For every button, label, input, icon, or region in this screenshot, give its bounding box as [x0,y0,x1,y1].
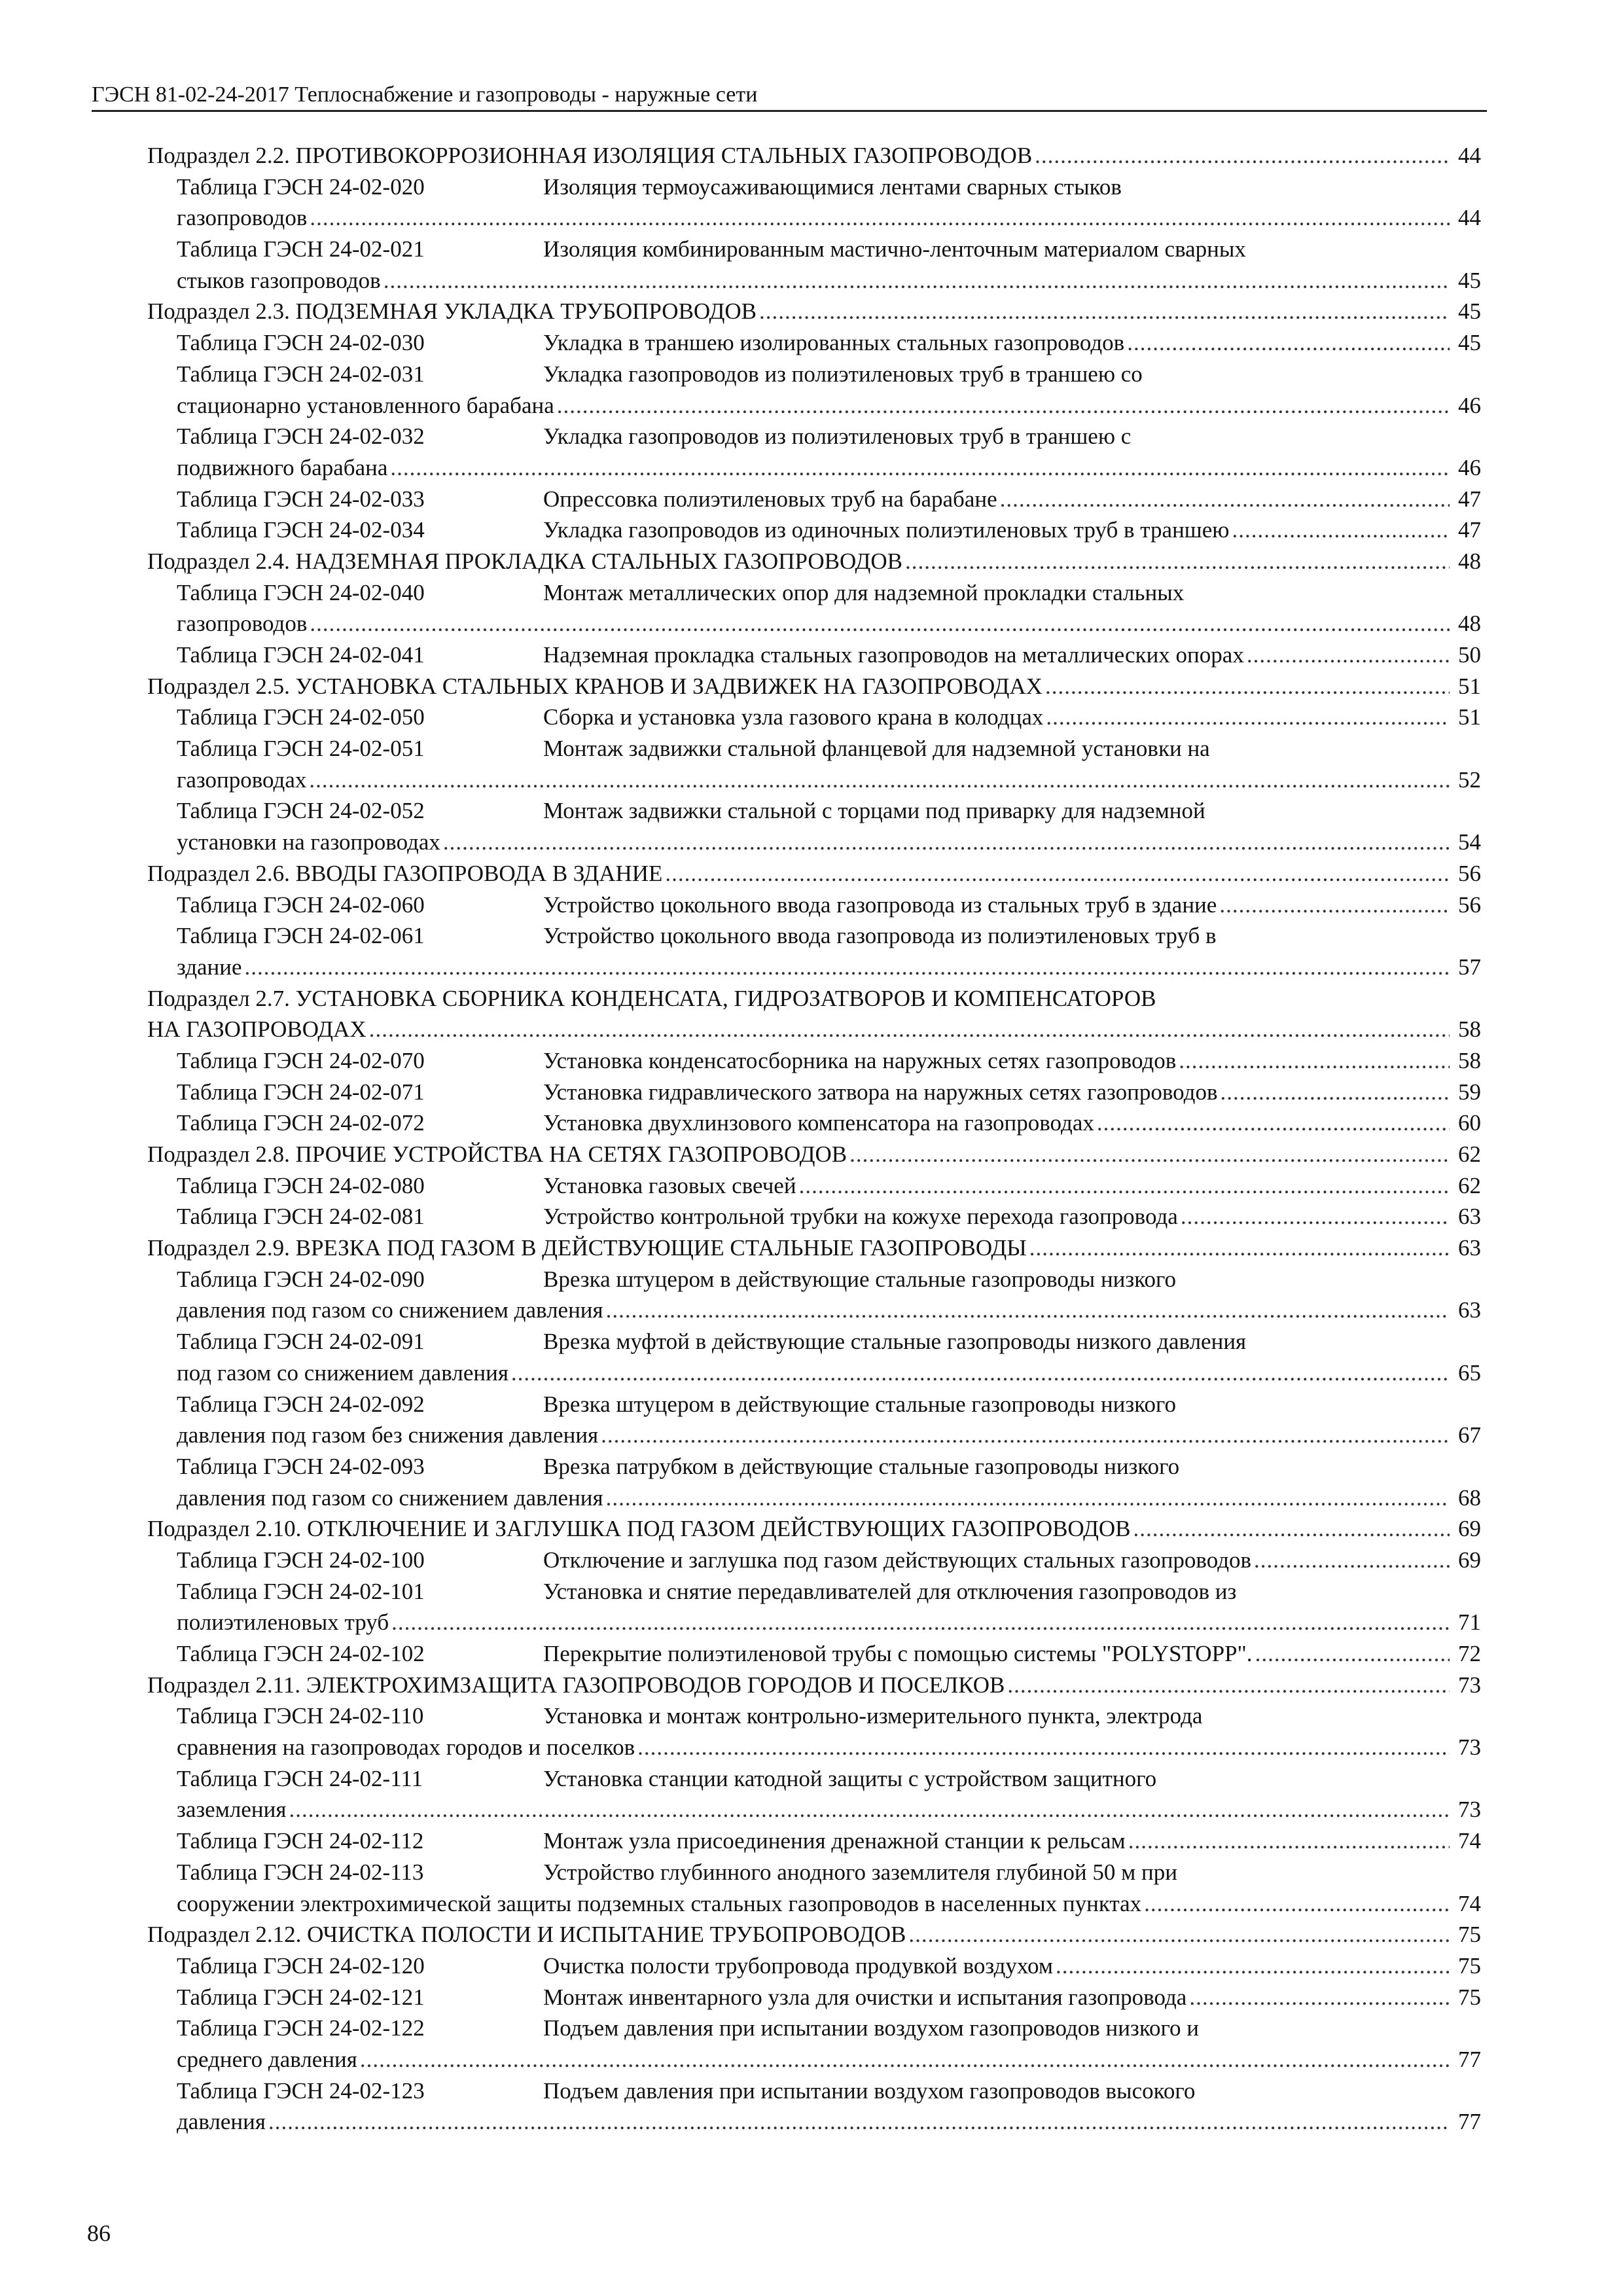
toc-dot-leader [665,858,1450,889]
toc-table-code: Таблица ГЭСН 24-02-101 [177,1578,425,1604]
toc-page-number: 63 [1458,1204,1481,1230]
toc-dot-leader [391,1607,1450,1638]
toc-table-entry [147,1982,1481,2013]
toc-table-title: Установка станции катодной защиты с устройством защитного [543,1765,1157,1791]
toc-table-code: Таблица ГЭСН 24-02-051 [177,736,425,762]
toc-subsection-title: Подраздел 2.12. ОЧИСТКА ПОЛОСТИ И ИСПЫТАНИЕ ТРУБОПРОВОДОВ [147,1922,906,1948]
toc-table-entry [147,1107,1481,1139]
toc-dot-leader [799,1170,1450,1202]
toc-table-entry [147,2075,1481,2107]
toc-dot-leader [1133,1513,1450,1545]
toc-dot-leader [849,1139,1450,1170]
toc-dot-leader [1035,140,1450,171]
toc-table-entry [147,1170,1481,1202]
toc-page-number: 54 [1458,829,1481,855]
toc-table-entry [147,1950,1481,1982]
toc-dot-leader [511,1357,1450,1389]
toc-table-title: Устройство цокольного ввода газопровода из стальных труб в здание [543,891,1217,918]
toc-subsection-title: Подраздел 2.10. ОТКЛЮЧЕНИЕ И ЗАГЛУШКА ПОД ГАЗОМ ДЕЙСТВУЮЩИХ ГАЗОПРОВОДОВ [147,1516,1131,1542]
toc-subsection-title: Подраздел 2.11. ЭЛЕКТРОХИМЗАЩИТА ГАЗОПРОВОДОВ ГОРОДОВ И ПОСЕЛКОВ [147,1672,1005,1698]
toc-dot-leader [1179,1045,1450,1077]
toc-continuation-line [147,2106,1481,2138]
toc-dot-leader [390,452,1450,484]
toc-dot-leader [1232,514,1450,546]
toc-continuation-text: здание [177,954,242,980]
toc-dot-leader [310,608,1450,639]
toc-page-number: 48 [1458,548,1481,574]
toc-page-number: 68 [1458,1484,1481,1511]
toc-continuation-line [147,1482,1481,1514]
toc-dot-leader [1255,1638,1450,1670]
toc-table-code: Таблица ГЭСН 24-02-090 [177,1266,425,1292]
toc-continuation-text: среднего давления [177,2046,357,2072]
toc-page-number: 75 [1458,1984,1481,2010]
toc-continuation-text: давления под газом со снижением давления [177,1484,603,1511]
toc-table-title: Изоляция комбинированным мастично-ленточным материалом сварных [543,236,1246,262]
toc-table-entry [147,1545,1481,1576]
toc-continuation-text: давления под газом без снижения давления [177,1422,599,1448]
toc-table-title: Подъем давления при испытании воздухом газопроводов высокого [543,2077,1196,2104]
toc-continuation-line [147,390,1481,422]
toc-table-title: Установка и монтаж контрольно-измерительного пункта, электрода [543,1703,1203,1729]
toc-continuation-line [147,1357,1481,1389]
toc-table-entry [147,359,1481,390]
toc-page-number: 72 [1458,1641,1481,1666]
toc-page-number: 69 [1458,1516,1481,1542]
toc-table-code: Таблица ГЭСН 24-02-030 [177,330,425,356]
toc-table-entry [147,702,1481,733]
toc-table-title: Укладка газопроводов из полиэтиленовых труб в траншею с [543,423,1132,450]
toc-table-code: Таблица ГЭСН 24-02-123 [177,2077,425,2104]
toc-table-title: Установка двухлинзового компенсатора на газопроводах [543,1110,1094,1136]
toc-continuation-text: полиэтиленовых труб [177,1609,389,1636]
toc-table-title: Перекрытие полиэтиленовой трубы с помощью системы "POLYSTOPP". [543,1641,1253,1666]
toc-continuation-line [147,827,1481,858]
toc-page-number: 63 [1458,1235,1481,1261]
header-title: ГЭСН 81-02-24-2017 Теплоснабжение и газопроводы - наружные сети [92,82,758,107]
toc-table-entry [147,1825,1481,1857]
toc-table-code: Таблица ГЭСН 24-02-113 [177,1859,424,1885]
toc-page-number: 50 [1458,642,1481,668]
toc-dot-leader [369,1014,1450,1045]
toc-table-entry [147,1763,1481,1795]
toc-table-title: Устройство контрольной трубки на кожухе перехода газопровода [543,1204,1178,1230]
toc-page-number: 58 [1458,1016,1481,1043]
toc-table-code: Таблица ГЭСН 24-02-041 [177,642,425,668]
toc-page-number: 57 [1458,954,1481,980]
toc-table-entry [147,327,1481,359]
toc-continuation-text: газопроводах [177,766,307,793]
table-of-contents [147,140,1481,2138]
toc-page-number: 62 [1458,1172,1481,1198]
toc-table-title: Сборка и установка узла газового крана в колодцах [543,704,1044,730]
toc-table-code: Таблица ГЭСН 24-02-111 [177,1765,423,1791]
toc-dot-leader [1007,1670,1450,1701]
toc-dot-leader [1029,1232,1450,1264]
toc-dot-leader [601,1420,1450,1451]
toc-continuation-line [147,1420,1481,1451]
toc-subsection-entry [147,296,1481,327]
toc-subsection-entry [147,1139,1481,1170]
toc-table-entry [147,1700,1481,1732]
toc-page-number: 75 [1458,1922,1481,1948]
page-header [92,80,1487,112]
toc-subsection-entry [147,1919,1481,1950]
toc-table-title: Врезка штуцером в действующие стальные газопроводы низкого [543,1391,1176,1417]
toc-subsection-title: НА ГАЗОПРОВОДАХ [147,1016,366,1043]
toc-subsection-entry [147,858,1481,889]
toc-dot-leader [1189,1982,1450,2013]
toc-table-title: Отключение и заглушка под газом действующих стальных газопроводов [543,1547,1252,1573]
toc-table-entry [147,639,1481,671]
toc-subsection-title: Подраздел 2.9. ВРЕЗКА ПОД ГАЗОМ В ДЕЙСТВУЮЩИЕ СТАЛЬНЫЕ ГАЗОПРОВОДЫ [147,1235,1027,1261]
toc-table-code: Таблица ГЭСН 24-02-100 [177,1547,425,1573]
toc-table-entry [147,1857,1481,1888]
toc-subsection-title: Подраздел 2.2. ПРОТИВОКОРРОЗИОННАЯ ИЗОЛЯЦИЯ СТАЛЬНЫХ ГАЗОПРОВОДОВ [147,143,1033,168]
toc-continuation-text: стыков газопроводов [177,267,381,293]
toc-table-code: Таблица ГЭСН 24-02-092 [177,1391,425,1417]
toc-table-code: Таблица ГЭСН 24-02-122 [177,2015,425,2041]
toc-subsection-title: Подраздел 2.5. УСТАНОВКА СТАЛЬНЫХ КРАНОВ И ЗАДВИЖЕК НА ГАЗОПРОВОДАХ [147,673,1043,699]
toc-table-entry [147,1201,1481,1232]
toc-dot-leader [1056,1950,1450,1982]
toc-dot-leader [1127,327,1450,359]
toc-subsection-entry [147,1232,1481,1264]
toc-table-entry [147,1638,1481,1670]
toc-continuation-text: газопроводов [177,205,308,231]
toc-page-number: 67 [1458,1422,1481,1448]
toc-table-title: Монтаж металлических опор для надземной прокладки стальных [543,579,1185,605]
toc-dot-leader [908,1919,1450,1950]
toc-dot-leader [1045,671,1450,702]
toc-dot-leader [1220,1077,1450,1108]
toc-dot-leader [309,764,1450,796]
toc-continuation-text: заземления [177,1797,287,1823]
toc-dot-leader [1097,1107,1450,1139]
toc-page-number: 46 [1458,454,1481,480]
toc-page-number: 62 [1458,1141,1481,1167]
toc-dot-leader [1254,1545,1450,1576]
toc-subsection-entry [147,1513,1481,1545]
toc-table-title: Очистка полости трубопровода продувкой воздухом [543,1952,1054,1979]
toc-table-entry [147,2013,1481,2044]
toc-continuation-line [147,1607,1481,1638]
toc-page-number: 58 [1458,1047,1481,1073]
toc-page-number: 69 [1458,1547,1481,1573]
toc-table-entry [147,795,1481,827]
toc-table-title: Монтаж инвентарного узла для очистки и испытания газопровода [543,1984,1187,2010]
toc-table-title: Установка гидравлического затвора на наружных сетях газопроводов [543,1079,1218,1105]
toc-table-title: Опрессовка полиэтиленовых труб на барабане [543,486,997,512]
toc-table-code: Таблица ГЭСН 24-02-070 [177,1047,425,1073]
toc-subsection-title: Подраздел 2.3. ПОДЗЕМНАЯ УКЛАДКА ТРУБОПРОВОДОВ [147,298,757,325]
toc-table-entry [147,577,1481,609]
toc-table-title: Монтаж задвижки стальной с торцами под приварку для надземной [543,798,1205,824]
toc-table-entry [147,1264,1481,1295]
page-number: 86 [87,2220,111,2246]
toc-table-entry [147,1389,1481,1420]
toc-dot-leader [637,1732,1450,1763]
toc-continuation-text: подвижного барабана [177,454,388,480]
toc-page-number: 48 [1458,611,1481,637]
toc-page-number: 56 [1458,860,1481,886]
toc-table-code: Таблица ГЭСН 24-02-091 [177,1329,425,1355]
toc-dot-leader [1046,702,1450,733]
toc-table-title: Укладка газопроводов из одиночных полиэтиленовых труб в траншею [543,517,1230,543]
toc-dot-leader [1128,1825,1450,1857]
toc-table-code: Таблица ГЭСН 24-02-020 [177,173,425,200]
toc-table-title: Укладка газопроводов из полиэтиленовых труб в траншею со [543,361,1143,387]
toc-table-code: Таблица ГЭСН 24-02-121 [177,1984,425,2010]
toc-table-entry [147,733,1481,764]
toc-dot-leader [1000,484,1450,515]
toc-page-number: 73 [1458,1672,1481,1698]
toc-table-title: Укладка в траншею изолированных стальных газопроводов [543,330,1125,356]
toc-dot-leader [557,390,1450,422]
toc-table-code: Таблица ГЭСН 24-02-040 [177,579,425,605]
toc-subsection-title: Подраздел 2.7. УСТАНОВКА СБОРНИКА КОНДЕНСАТА, ГИДРОЗАТВОРОВ И КОМПЕНСАТОРОВ [147,985,1156,1011]
toc-table-title: Установка газовых свечей [543,1172,796,1198]
toc-continuation-text: давления [177,2109,266,2135]
toc-page-number: 73 [1458,1734,1481,1761]
toc-dot-leader [1181,1201,1450,1232]
toc-continuation-text: сравнения на газопроводах городов и поселков [177,1734,635,1761]
toc-continuation-line [147,952,1481,983]
toc-dot-leader [759,296,1450,327]
toc-table-entry [147,514,1481,546]
toc-continuation-line [147,1888,1481,1920]
toc-subsection-title: Подраздел 2.8. ПРОЧИЕ УСТРОЙСТВА НА СЕТЯХ ГАЗОПРОВОДОВ [147,1141,847,1167]
toc-continuation-line [147,1732,1481,1763]
toc-table-title: Устройство цокольного ввода газопровода из полиэтиленовых труб в [543,923,1217,949]
toc-page-number: 44 [1458,143,1481,168]
toc-table-code: Таблица ГЭСН 24-02-081 [177,1204,425,1230]
toc-table-title: Подъем давления при испытании воздухом газопроводов низкого и [543,2015,1200,2041]
toc-dot-leader [1219,889,1450,921]
toc-table-code: Таблица ГЭСН 24-02-080 [177,1172,425,1198]
toc-page-number: 60 [1458,1110,1481,1136]
toc-table-code: Таблица ГЭСН 24-02-052 [177,798,425,824]
toc-continuation-text: под газом со снижением давления [177,1359,508,1386]
toc-table-title: Монтаж задвижки стальной фланцевой для надземной установки на [543,736,1210,762]
toc-page-number: 77 [1458,2046,1481,2072]
toc-table-code: Таблица ГЭСН 24-02-120 [177,1952,425,1979]
toc-table-code: Таблица ГЭСН 24-02-033 [177,486,425,512]
toc-table-code: Таблица ГЭСН 24-02-071 [177,1079,425,1105]
toc-dot-leader [905,546,1450,577]
toc-dot-leader [1247,639,1450,671]
toc-page-number: 52 [1458,766,1481,793]
toc-continuation-text: установки на газопроводах [177,829,440,855]
toc-continuation-line [147,608,1481,639]
toc-table-entry [147,1451,1481,1482]
toc-dot-leader [1144,1888,1450,1920]
toc-table-code: Таблица ГЭСН 24-02-032 [177,423,425,450]
toc-dot-leader [289,1794,1450,1825]
toc-page-number: 71 [1458,1609,1481,1636]
toc-continuation-line [147,452,1481,484]
toc-page-number: 51 [1458,704,1481,730]
toc-table-entry [147,421,1481,452]
toc-dot-leader [383,265,1450,296]
toc-subsection-entry [147,1014,1481,1045]
toc-page-number: 59 [1458,1079,1481,1105]
toc-table-title: Надземная прокладка стальных газопроводов на металлических опорах [543,642,1244,668]
toc-continuation-text: сооружении электрохимической защиты подземных стальных газопроводов в населенных пунктах [177,1890,1142,1916]
toc-page-number: 65 [1458,1359,1481,1386]
toc-table-entry [147,889,1481,921]
toc-continuation-text: газопроводов [177,611,308,637]
toc-dot-leader [606,1295,1450,1326]
toc-page-number: 63 [1458,1297,1481,1323]
toc-subsection-entry [147,983,1481,1014]
toc-subsection-entry [147,671,1481,702]
toc-table-title: Монтаж узла присоединения дренажной станции к рельсам [543,1828,1126,1854]
toc-page-number: 45 [1458,298,1481,325]
toc-table-code: Таблица ГЭСН 24-02-102 [177,1641,425,1666]
toc-page-number: 47 [1458,517,1481,543]
toc-table-code: Таблица ГЭСН 24-02-060 [177,891,425,918]
toc-dot-leader [606,1482,1450,1514]
toc-table-title: Устройство глубинного анодного заземлителя глубиной 50 м при [543,1859,1177,1885]
toc-table-title: Врезка штуцером в действующие стальные газопроводы низкого [543,1266,1176,1292]
toc-table-entry [147,484,1481,515]
toc-dot-leader [310,202,1450,234]
toc-table-code: Таблица ГЭСН 24-02-072 [177,1110,425,1136]
toc-table-title: Врезка патрубком в действующие стальные газопроводы низкого [543,1453,1180,1479]
toc-table-entry [147,1576,1481,1607]
toc-continuation-line [147,202,1481,234]
toc-page-number: 75 [1458,1952,1481,1979]
toc-table-entry [147,920,1481,952]
toc-table-code: Таблица ГЭСН 24-02-093 [177,1453,425,1479]
toc-subsection-entry [147,546,1481,577]
toc-continuation-text: давления под газом со снижением давления [177,1297,603,1323]
toc-table-code: Таблица ГЭСН 24-02-050 [177,704,425,730]
toc-continuation-line [147,2044,1481,2075]
toc-dot-leader [360,2044,1450,2075]
toc-page-number: 77 [1458,2109,1481,2135]
toc-page-number: 45 [1458,330,1481,356]
toc-subsection-entry [147,1670,1481,1701]
toc-table-title: Установка и снятие передавливателей для отключения газопроводов из [543,1578,1237,1604]
toc-table-title: Врезка муфтой в действующие стальные газопроводы низкого давления [543,1329,1247,1355]
toc-continuation-line [147,265,1481,296]
toc-continuation-text: стационарно установленного барабана [177,392,554,418]
toc-table-entry [147,171,1481,203]
toc-page-number: 45 [1458,267,1481,293]
toc-table-entry [147,1045,1481,1077]
toc-continuation-line [147,1794,1481,1825]
toc-page-number: 74 [1458,1828,1481,1854]
toc-dot-leader [268,2106,1450,2138]
toc-subsection-title: Подраздел 2.6. ВВОДЫ ГАЗОПРОВОДА В ЗДАНИЕ [147,860,663,886]
toc-table-code: Таблица ГЭСН 24-02-061 [177,923,425,949]
toc-page-number: 73 [1458,1797,1481,1823]
toc-table-code: Таблица ГЭСН 24-02-031 [177,361,425,387]
toc-table-code: Таблица ГЭСН 24-02-021 [177,236,425,262]
toc-table-code: Таблица ГЭСН 24-02-110 [177,1703,424,1729]
toc-table-title: Установка конденсатосборника на наружных сетях газопроводов [543,1047,1177,1073]
toc-page-number: 56 [1458,891,1481,918]
toc-dot-leader [443,827,1450,858]
toc-table-code: Таблица ГЭСН 24-02-034 [177,517,425,543]
toc-continuation-line [147,764,1481,796]
toc-subsection-title: Подраздел 2.4. НАДЗЕМНАЯ ПРОКЛАДКА СТАЛЬНЫХ ГАЗОПРОВОДОВ [147,548,903,574]
toc-subsection-entry [147,140,1481,171]
toc-table-entry [147,1077,1481,1108]
toc-table-title: Изоляция термоусаживающимися лентами сварных стыков [543,173,1122,200]
toc-table-code: Таблица ГЭСН 24-02-112 [177,1828,424,1854]
toc-page-number: 47 [1458,486,1481,512]
toc-page-number: 74 [1458,1890,1481,1916]
toc-dot-leader [245,952,1450,983]
toc-table-entry [147,1326,1481,1357]
toc-page-number: 46 [1458,392,1481,418]
toc-page-number: 44 [1458,205,1481,231]
toc-page-number: 51 [1458,673,1481,699]
toc-continuation-line [147,1295,1481,1326]
toc-table-entry [147,234,1481,265]
